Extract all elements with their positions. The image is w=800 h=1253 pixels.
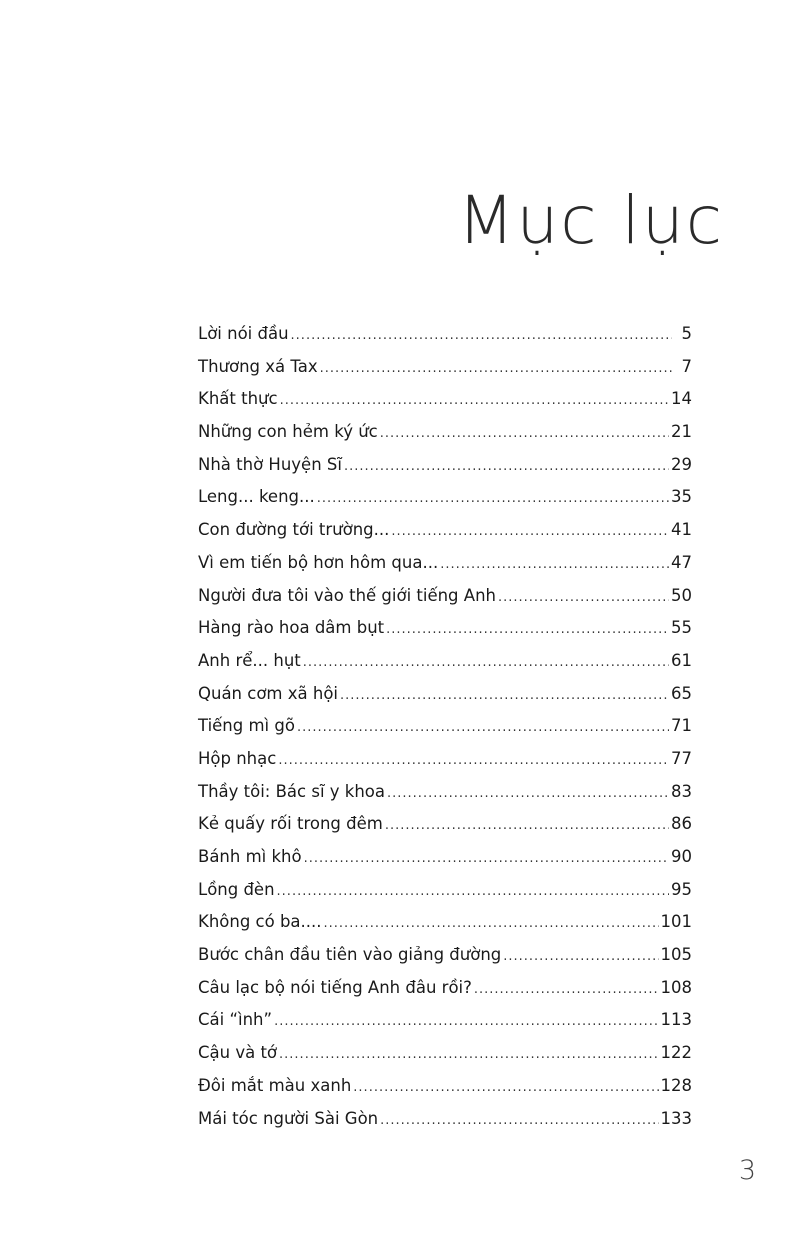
toc-entry (198, 514, 692, 547)
toc-entry (198, 841, 692, 874)
toc-entry-title: Cậu và tớ (198, 1043, 278, 1063)
toc-entry-page: 83 (671, 781, 692, 801)
toc-entry (198, 481, 692, 514)
toc-dot-leader (440, 549, 669, 582)
toc-entry-page: 122 (660, 1043, 692, 1063)
toc-dot-leader (386, 614, 669, 647)
toc-dot-leader (380, 418, 669, 451)
toc-dot-leader (380, 1105, 658, 1138)
toc-entry (198, 1037, 692, 1070)
toc-entry-page: 7 (681, 356, 692, 376)
toc-entry-page: 133 (660, 1108, 692, 1128)
toc-entry (198, 416, 692, 449)
toc-entry-page: 61 (671, 650, 692, 670)
toc-entry-page: 71 (671, 716, 692, 736)
toc-entry-page: 86 (671, 814, 692, 834)
toc-entry-title: Đôi mắt màu xanh (198, 1075, 352, 1095)
toc-entry-title: Người đưa tôi vào thế giới tiếng Anh (198, 585, 496, 605)
toc-dot-leader (303, 647, 669, 680)
toc-entry-page: 113 (660, 1010, 692, 1030)
page-title: Mục lục (457, 182, 724, 259)
toc-entry-title: Nhà thờ Huyện Sĩ (198, 454, 342, 474)
toc-entry (198, 743, 692, 776)
toc-entry-title: Hộp nhạc (198, 748, 277, 768)
toc-dot-leader (324, 908, 659, 941)
toc-entry-title: Vì em tiến bộ hơn hôm qua... (198, 552, 439, 572)
toc-entry (198, 547, 692, 580)
toc-entry (198, 776, 692, 809)
toc-entry-page: 90 (671, 847, 692, 866)
toc-dot-leader (474, 974, 659, 1007)
toc-entry (198, 351, 692, 384)
toc-dot-leader (291, 320, 672, 353)
toc-entry-title: Thương xá Tax (198, 356, 318, 376)
toc-entry-title: Câu lạc bộ nói tiếng Anh đâu rồi? (198, 977, 472, 997)
toc-entry (198, 318, 692, 351)
toc-entry-page: 50 (671, 585, 692, 605)
toc-entry-page: 65 (671, 683, 692, 703)
toc-dot-leader (391, 516, 669, 549)
toc-entry-title: Cái “ình” (198, 1010, 273, 1030)
toc-entry-title: Bánh mì khô (198, 847, 302, 866)
toc-entry-title: Tiếng mì gõ (198, 716, 295, 736)
toc-entry (198, 383, 692, 416)
toc-entry-title: Mái tóc người Sài Gòn (198, 1108, 379, 1128)
toc-entry-page: 47 (671, 552, 692, 572)
page-number: 3 (738, 1155, 756, 1186)
toc-dot-leader (317, 483, 669, 516)
toc-dot-leader (340, 680, 669, 713)
toc-entry-title: Những con hẻm ký ức (198, 422, 378, 442)
toc-dot-leader (280, 385, 669, 418)
toc-entry (198, 874, 692, 907)
toc-dot-leader (320, 353, 672, 386)
toc-dot-leader (297, 712, 669, 745)
toc-entry-title: Không có ba.... (198, 912, 322, 932)
toc-entry-page: 105 (660, 945, 692, 965)
toc-entry (198, 449, 692, 482)
toc-entry (198, 906, 692, 939)
table-of-contents (198, 318, 692, 1135)
toc-entry (198, 710, 692, 743)
toc-entry-title: Thầy tôi: Bác sĩ y khoa (198, 781, 386, 801)
toc-dot-leader (385, 810, 669, 843)
toc-entry-page: 5 (681, 324, 692, 343)
toc-entry-page: 14 (671, 389, 692, 409)
toc-dot-leader (353, 1072, 658, 1105)
toc-entry-title: Hàng rào hoa dâm bụt (198, 618, 385, 638)
toc-dot-leader (387, 778, 669, 811)
toc-dot-leader (304, 843, 669, 876)
toc-entry-page: 35 (671, 487, 692, 507)
toc-entry (198, 580, 692, 613)
toc-entry-page: 108 (660, 977, 692, 997)
toc-entry (198, 645, 692, 678)
toc-entry-page: 21 (671, 422, 692, 442)
toc-entry-title: Bước chân đầu tiên vào giảng đường (198, 945, 502, 965)
toc-entry (198, 808, 692, 841)
toc-entry-title: Quán cơm xã hội (198, 683, 339, 703)
toc-dot-leader (277, 876, 669, 909)
toc-entry-page: 29 (671, 454, 692, 474)
toc-entry-title: Leng... keng... (198, 487, 315, 507)
toc-entry (198, 1103, 692, 1136)
toc-dot-leader (274, 1006, 658, 1039)
toc-entry-title: Lời nói đầu (198, 324, 289, 343)
toc-entry-page: 77 (671, 748, 692, 768)
toc-entry-page: 95 (671, 879, 692, 899)
toc-dot-leader (503, 941, 658, 974)
toc-entry-page: 55 (671, 618, 692, 638)
toc-entry-page: 41 (671, 520, 692, 540)
toc-entry (198, 1004, 692, 1037)
toc-entry-page: 128 (660, 1075, 692, 1095)
toc-dot-leader (278, 745, 669, 778)
toc-entry-title: Anh rể... hụt (198, 650, 301, 670)
toc-entry-title: Khất thực (198, 389, 278, 409)
toc-entry (198, 972, 692, 1005)
toc-dot-leader (498, 582, 669, 615)
toc-entry (198, 1070, 692, 1103)
toc-entry (198, 939, 692, 972)
toc-entry-title: Con đường tới trường... (198, 520, 390, 540)
toc-entry (198, 678, 692, 711)
toc-entry-page: 101 (660, 912, 692, 932)
toc-entry-title: Kẻ quấy rối trong đêm (198, 814, 383, 834)
toc-entry (198, 612, 692, 645)
toc-entry-title: Lồng đèn (198, 879, 275, 899)
toc-dot-leader (344, 451, 669, 484)
toc-dot-leader (279, 1039, 658, 1072)
